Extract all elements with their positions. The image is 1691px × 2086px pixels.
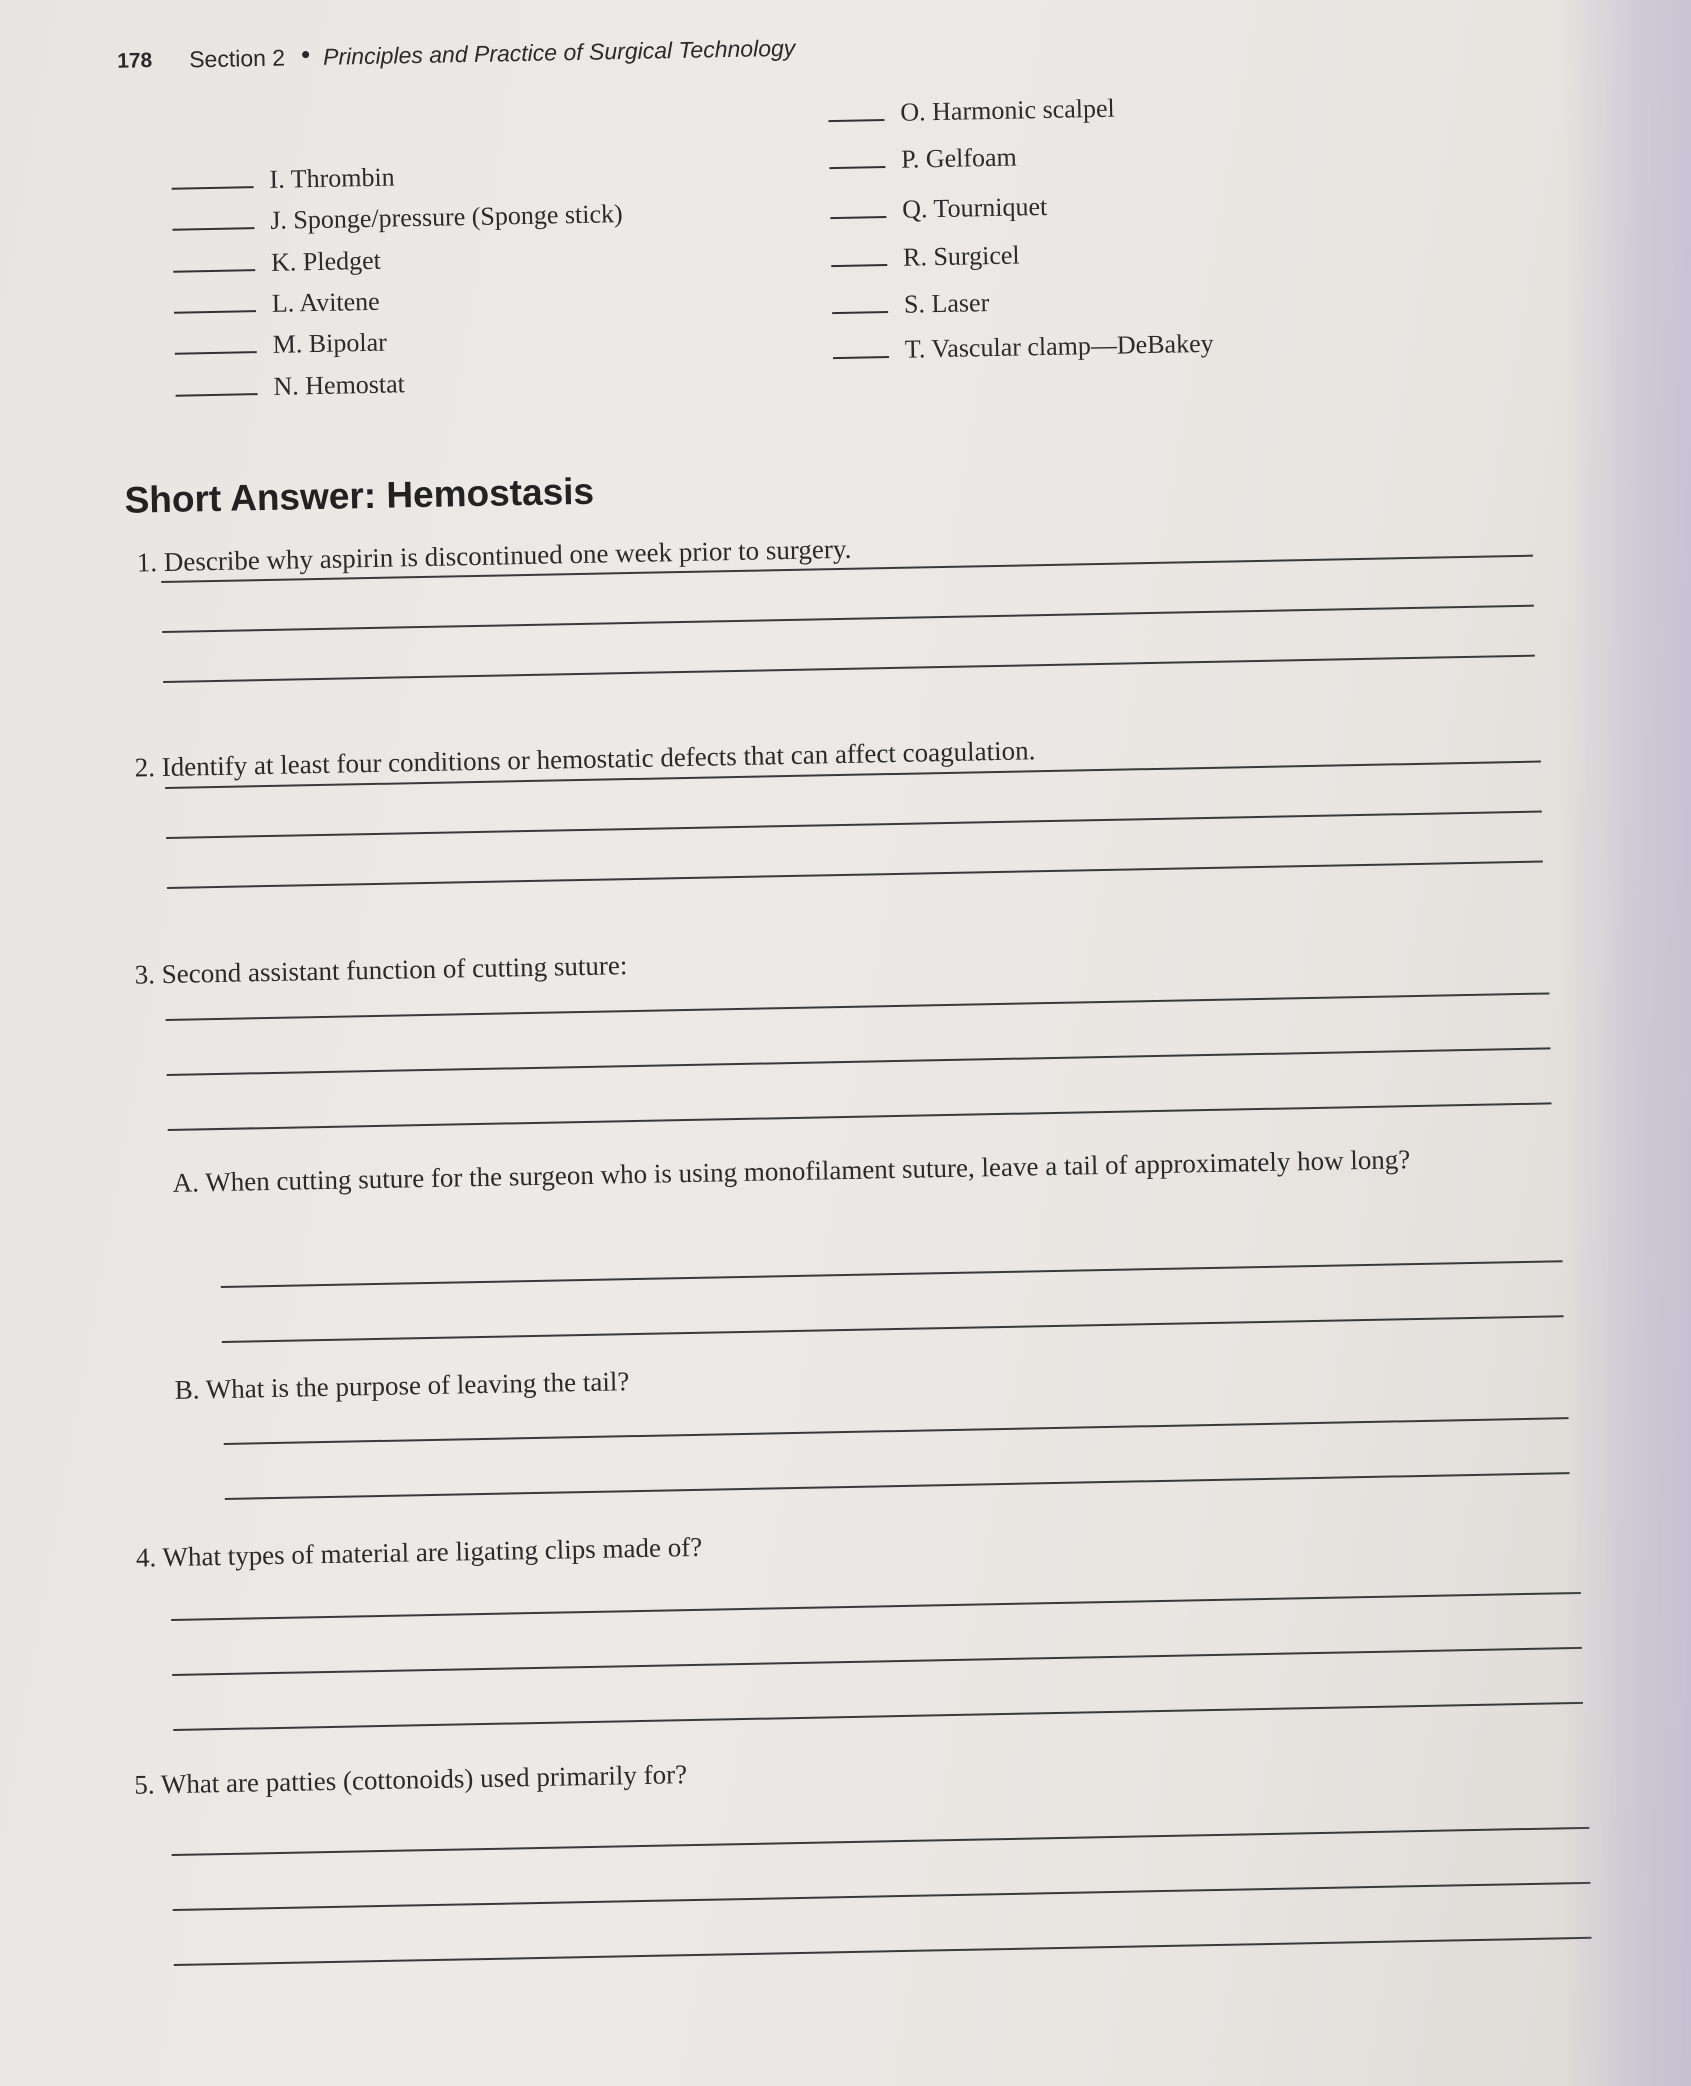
matching-label: S. Laser: [903, 288, 990, 319]
matching-label: K. Pledget: [270, 245, 382, 277]
answer-blank[interactable]: [833, 356, 889, 359]
matching-item-s: [832, 288, 990, 321]
matching-item-o: [828, 94, 1115, 129]
answer-line[interactable]: [167, 861, 1543, 889]
answer-blank[interactable]: [175, 351, 257, 355]
matching-item-j: [172, 199, 623, 238]
section-heading: Short Answer: Hemostasis: [124, 470, 595, 521]
answer-line[interactable]: [173, 1702, 1583, 1731]
question-1: 1. Describe why aspirin is discontinued one week prior to surgery.: [136, 533, 852, 578]
answer-line[interactable]: [166, 992, 1550, 1021]
answer-blank[interactable]: [830, 216, 886, 219]
question-5: 5. What are patties (cottonoids) used primarily for?: [133, 1759, 688, 1800]
question-3: 3. Second assistant function of cutting suture:: [134, 950, 628, 990]
matching-label: I. Thrombin: [269, 162, 395, 194]
answer-blank[interactable]: [829, 166, 885, 169]
matching-item-t: [833, 329, 1214, 366]
header-bullet: •: [300, 39, 311, 70]
section-label: Section 2: [188, 44, 286, 73]
answer-line[interactable]: [168, 1102, 1552, 1131]
answer-line[interactable]: [172, 1827, 1590, 1856]
matching-item-i: [171, 162, 395, 196]
answer-line[interactable]: [163, 655, 1535, 683]
answer-blank[interactable]: [831, 264, 887, 267]
matching-label: N. Hemostat: [273, 369, 406, 401]
matching-label: O. Harmonic scalpel: [900, 93, 1115, 127]
answer-blank[interactable]: [176, 393, 258, 397]
answer-line[interactable]: [174, 1937, 1592, 1966]
answer-line[interactable]: [167, 1047, 1551, 1076]
matching-label: T. Vascular clamp—DeBakey: [904, 328, 1214, 364]
question-2: 2. Identify at least four conditions or hemostatic defects that can affect coagulation.: [134, 735, 1036, 783]
answer-blank[interactable]: [828, 119, 884, 122]
answer-blank[interactable]: [174, 310, 256, 314]
answer-blank[interactable]: [832, 311, 888, 314]
matching-item-q: [830, 192, 1048, 226]
answer-blank[interactable]: [172, 186, 254, 190]
page-number: 178: [116, 49, 153, 73]
answer-blank[interactable]: [173, 269, 255, 273]
matching-item-r: [831, 240, 1020, 274]
question-4: 4. What types of material are ligating clips made of?: [135, 1531, 703, 1573]
matching-label: J. Sponge/pressure (Sponge stick): [270, 199, 623, 235]
answer-line[interactable]: [224, 1417, 1569, 1445]
matching-label: L. Avitene: [271, 286, 380, 318]
answer-line[interactable]: [221, 1260, 1563, 1288]
matching-label: R. Surgicel: [902, 240, 1020, 272]
question-3b: B. What is the purpose of leaving the tail?: [174, 1366, 630, 1405]
matching-label: Q. Tourniquet: [901, 191, 1048, 224]
matching-label: P. Gelfoam: [900, 142, 1018, 174]
matching-label: M. Bipolar: [272, 327, 388, 359]
page-edge-shadow: [1560, 0, 1691, 2086]
answer-line[interactable]: [171, 1592, 1581, 1621]
answer-blank[interactable]: [172, 227, 254, 231]
answer-line[interactable]: [172, 1647, 1582, 1676]
matching-item-p: [829, 143, 1017, 177]
answer-line[interactable]: [162, 605, 1534, 633]
matching-item-l: [174, 287, 380, 321]
book-title: Principles and Practice of Surgical Technology: [322, 34, 796, 70]
matching-item-k: [173, 246, 381, 280]
matching-item-m: [174, 328, 387, 362]
answer-line[interactable]: [173, 1882, 1591, 1911]
answer-line[interactable]: [225, 1472, 1570, 1500]
answer-line[interactable]: [222, 1315, 1564, 1343]
answer-line[interactable]: [166, 811, 1542, 839]
question-3a: A. When cutting suture for the surgeon who is using monofilament suture, leave a tail of approximately how long?: [172, 1144, 1411, 1198]
matching-item-n: [175, 369, 405, 403]
